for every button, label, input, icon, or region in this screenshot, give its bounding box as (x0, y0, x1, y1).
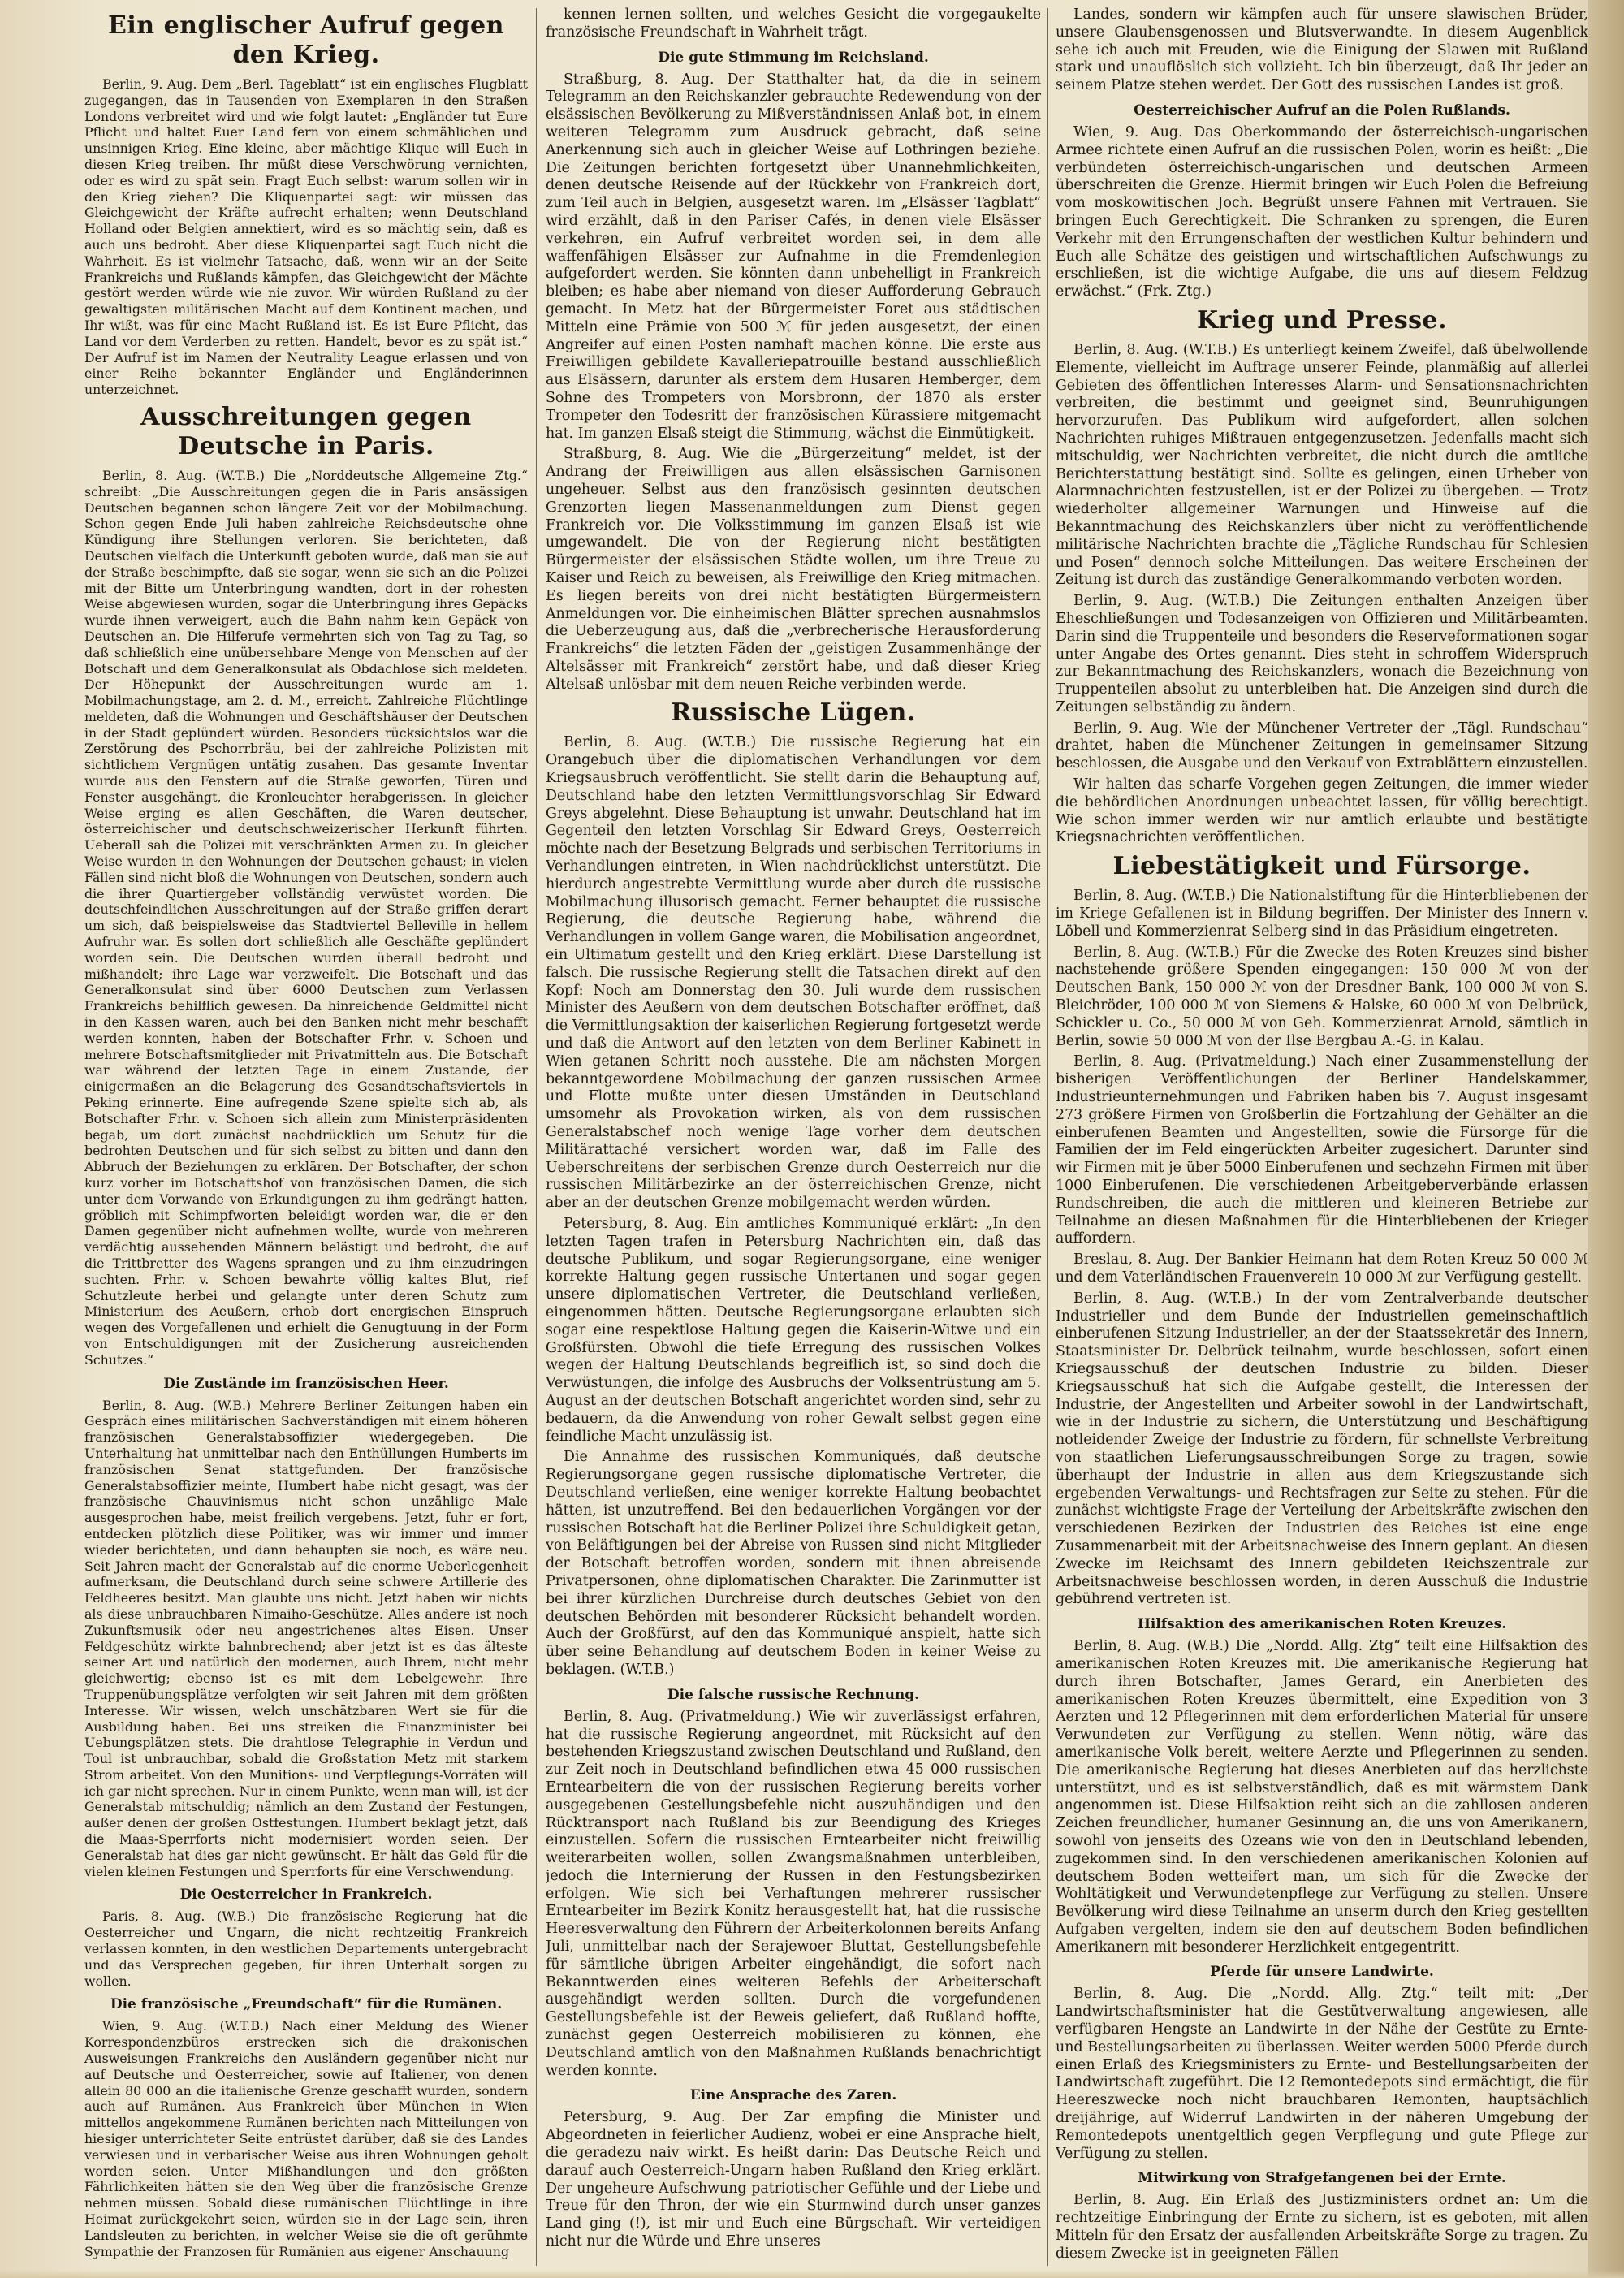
article-headline: Ausschreitungen gegen Deutsche in Paris. (140, 402, 472, 460)
article-headline: Ein englischer Aufruf gegen den Krieg. (108, 11, 504, 69)
article-headline: Liebestätigkeit und Fürsorge. (1112, 852, 1531, 881)
article-headline: Krieg und Presse. (1196, 305, 1448, 335)
column-left (84, 6, 528, 2272)
article-subheading: Die falsche russische Rechnung. (667, 1686, 920, 1703)
article-paragraph: Berlin, 8. Aug. (W.T.B.) Die „Norddeutsche Allgemeine Ztg.“ schreibt: „Die Ausschreitungen gegen die in Paris ansässigen Deutschen begannen schon längere Zeit vor der Mobilmachung. Schon gegen Ende Juli haben zahlreiche Reichsdeutsche ohne Kündigung ihre Stellungen verloren. Sie berichteten, daß Deutschen vielfach die Unterkunft geboten wurde, daß man sie auf der Straße beschimpfte, daß sie sogar, wenn sie sich an die Polizei mit der Bitte um Unterbringung wandten, dort in der rohesten Weise abgewiesen wurden, sogar die Unterbringung ihres Gepäcks wurde ihnen verweigert, auch die Bahn nahm kein Gepäck von Deutschen an. Die Hilferufe vermehrten sich von Tag zu Tag, so daß schließlich eine unübersehbare Menge von Menschen auf der Botschaft und dem Generalkonsulat als Obdachlose sich meldeten. Der Höhepunkt der Ausschreitungen wurde am 1. Mobilmachungstage, am 2. d. M., erreicht. Zahlreiche Flüchtlinge meldeten, daß die Wohnungen und Geschäftshäuser der Deutschen in der Stadt geplündert würden. Besonders rücksichtslos war die Zerstörung des Pschorrbräu, bei der zahlreiche Polizisten mit sichtlichem Vergnügen untätig zusahen. Das gesamte Inventar wurde aus den Fenstern auf die Straße geworfen, Türen und Fenster ausgehängt, die Kronleuchter herabgerissen. In gleicher Weise erging es allen Geschäften, die Waren deutscher, österreichischer und deutschschweizerischer Herkunft führten. Ueberall sah die Polizei mit verschränkten Armen zu. In gleicher Weise wurden in den Wohnungen der Deutschen gehaust; in vielen Fällen sind nicht bloß die Wohnungen von Deutschen, sondern auch die ihrer Quartiergeber vollständig verwüstet worden. Die deutschfeindlichen Ausschreitungen auf der Straße griffen derart um sich, daß beispielsweise das Stadtviertel Belleville in hellem Aufruhr war. Es sollen dort schließlich alle Geschäfte geplündert worden sein. Die Deutschen wurden überall bedroht und mißhandelt; ihre Lage war verzweifelt. Die Botschaft und das Generalkonsulat sind über 6000 Deutschen zum Verlassen Frankreichs behilflich gewesen. Da hinreichende Geldmittel nicht in den Kassen waren, auch bei den Banken nicht mehr beschafft werden konnten, haben der Botschafter Frhr. v. Schoen und mehrere Botschaftsmitglieder mit Privatmitteln aus. Die Botschaft war während der letzten Tage in einem Zustande, der einigermaßen an die Belagerung des Gesandtschaftsviertels in Peking erinnerte. Eine aufregende Szene spielte sich ab, als Botschafter Frhr. v. Schoen sich allein zum Ministerpräsidenten begab, um dort zunächst nachdrücklich um Schutz für die bedrohten Deutschen und für sich selbst zu bitten und dann den Abbruch der Beziehungen zu erklären. Der Botschafter, der schon kurz vorher im Botschaftshof von französischen Damen, die sich unter dem Vorwande von Erkundigungen zu ihm gedrängt hatten, gröblich mit Schimpfworten beleidigt worden war, die er den Damen gegenüber nicht aufnehmen wollte, wurde von mehreren verdächtig aussehenden Männern belästigt und bedroht, die auf die Trittbretter des Wagens sprangen und zu ihm einzudringen suchten. Frhr. v. Schoen bewahrte völlig kaltes Blut, rief Schutzleute herbei und gelangte unter deren Schutz zum Ministerium des Aeußern, erhob dort energischen Einspruch wegen des Vorgefallenen und erhielt die Genugtuung in der Form von Entschuldigungen mit der Zusicherung ausreichenden Schutzes.“ (84, 467, 528, 1368)
article-paragraph: Berlin, 9. Aug. Wie der Münchener Vertreter der „Tägl. Rundschau“ drahtet, haben die Münchener Zeitungen in gemeinsamer Sitzung beschlossen, die Ausgabe und den Verkauf von Extrablättern einzustellen. (1056, 720, 1588, 772)
article-subheading: Eine Ansprache des Zaren. (689, 2087, 897, 2104)
article-headline: Russische Lügen. (671, 698, 916, 728)
article-subheading: Hilfsaktion des amerikanischen Roten Kreuzes. (1137, 1616, 1507, 1633)
article-paragraph: Wir halten das scharfe Vorgehen gegen Zeitungen, die immer wieder die behördlichen Anordnungen unbeachtet lassen, für völlig berechtigt. Wie schon immer werden wir nur amtlich erlaubte und bestätigte Kriegsnachrichten veröffentlichen. (1056, 776, 1588, 846)
article-paragraph: kennen lernen sollten, und welches Gesicht die vorgegaukelte französische Freundschaft in Wahrheit trägt. (546, 6, 1041, 41)
article-paragraph: Berlin, 8. Aug. Ein Erlaß des Justizministers ordnet an: Um die rechtzeitige Einbringung der Ernte zu sichern, ist es geboten, mit allen Mitteln für den Ersatz der ausfallenden Arbeitskräfte Sorge zu tragen. Zu diesem Zwecke ist in geeigneten Fällen (1056, 2192, 1588, 2262)
page-bottom-edge (0, 2270, 1624, 2278)
article-subheading: Die gute Stimmung im Reichsland. (658, 49, 929, 66)
article-paragraph: Petersburg, 8. Aug. Ein amtliches Kommuniqué erklärt: „In den letzten Tagen trafen in Petersburg Nachrichten ein, daß das deutsche Publikum, und sogar Regierungsorgane, eine weniger korrekte Haltung gegen russische Untertanen und sogar gegen unsere diplomatischen Vertreter, die Deutschland verließen, eingenommen hätten. Deutsche Regierungsorgane erlaubten sich sogar eine respektlose Haltung gegen die Kaiserin-Witwe und ein Großfürsten. Obwohl die tiefe Erregung des russischen Volkes wegen der Haltung Deutschlands begreiflich ist, so sind doch die Verwüstungen, die infolge des Ausbruchs der Volksentrüstung am 5. August an der deutschen Botschaft angerichtet worden sind, sehr zu bedauern, da die Anwendung von roher Gewalt selbst gegen eine feindliche Macht unzulässig ist. (546, 1216, 1041, 1445)
article-paragraph: Berlin, 9. Aug. (W.T.B.) Die Zeitungen enthalten Anzeigen über Eheschließungen und Todesanzeigen von Offizieren und Militärbeamten. Darin sind die Truppenteile und besonders die Reserveformationen sogar unter Angabe des Ortes genannt. Dies steht in schroffem Widerspruch zur Bekanntmachung des Reichskanzlers, wonach die Bezeichnung von Truppenteilen absolut zu unterbleiben hat. Die Anzeigen sind durch die Zeitungen selbständig zu ändern. (1056, 593, 1588, 715)
article-paragraph: Landes, sondern wir kämpfen auch für unsere slawischen Brüder, unsere Glaubensgenossen und Blutsverwandte. In diesem Augenblick sehe ich auch mit Freuden, wie die Einigung der Slawen mit Rußland stark und unauflöslich sich vollzieht. Ich bin überzeugt, daß Ihr jeder an seinem Platze stehen werdet. Der Gott des russischen Landes ist groß. (1056, 6, 1588, 94)
article-subheading: Die französische „Freundschaft“ für die Rumänen. (110, 1996, 503, 2013)
article-paragraph: Wien, 9. Aug. Das Oberkommando der österreichisch-ungarischen Armee richtete einen Aufruf an die russischen Polen, worin es heißt: „Die verbündeten österreichisch-ungarischen und deutschen Armeen überschreiten die Grenze. Hiermit bringen wir Euch Polen die Befreiung vom moskowitischen Joch. Begrüßt unsere Fahnen mit Vertrauen. Sie bringen Euch Gerechtigkeit. Die Schranken zu sprengen, die Euren Verkehr mit den Errungenschaften der westlichen Kultur behindern und Euch alle Schätze des geistigen und wirtschaftlichen Aufschwungs zu erschließen, ist die wichtige Aufgabe, die uns auf diesem Feldzug erwächst.“ (Frk. Ztg.) (1056, 123, 1588, 300)
column-rule (1047, 8, 1048, 2266)
article-subheading: Die Oesterreicher in Frankreich. (179, 1887, 433, 1904)
article-paragraph: Die Annahme des russischen Kommuniqués, daß deutsche Regierungsorgane gegen russische diplomatische Vertreter, die Deutschland verließen, eine weniger korrekte Haltung beobachtet hätten, ist unzutreffend. Bei den bedauerlichen Vorgängen vor der russischen Botschaft hat die Berliner Polizei ihre Schuldigkeit getan, von Beläftigungen bei der Abreise von Russen sind nicht Mitglieder der Botschaft betroffen worden, sondern mit ihnen abreisende Privatpersonen, ohne diplomatischen Charakter. Die Zarinmutter ist bei ihrer kürzlichen Durchreise durch deutsches Gebiet von den deutschen Behörden mit besonderer Rücksicht behandelt worden. Auch der Großfürst, auf den das Kommuniqué anspielt, hatte sich über seine Behandlung auf deutschem Boden in keiner Weise zu beklagen. (W.T.B.) (546, 1449, 1041, 1678)
article-paragraph: Wien, 9. Aug. (W.T.B.) Nach einer Meldung des Wiener Korrespondenzbüros erstrecken sich die drakonischen Ausweisungen Frankreichs den Ausländern gegenüber nicht nur auf Deutsche und Oesterreicher, sowie auf Italiener, von denen allein 80 000 an die italienische Grenze geschafft wurden, sondern auch auf Rumänen. Aus Frankreich über München in Wien mittellos angekommene Rumänen berichten nach Mitteilungen von hiesiger unterrichteter Seite entrüstet darüber, daß sie des Landes verwiesen und in verbarischer Weise aus ihren Wohnungen geholt worden seien. Unter Mißhandlungen und den größten Fährlichkeiten hätten sie den Weg über die französische Grenze nehmen müssen. Sobald diese rumänischen Flüchtlinge in ihre Heimat zurückgekehrt seien, würden sie in der Lage sein, ihren Landsleuten zu berichten, in welcher Weise sie die oft gerühmte Sympathie der Franzosen für Rumänien aus eigener Anschauung (84, 2018, 528, 2259)
article-subheading: Oesterreichischer Aufruf an die Polen Rußlands. (1134, 102, 1510, 119)
article-paragraph: Berlin, 8. Aug. Die „Nordd. Allg. Ztg.“ teilt mit: „Der Landwirtschaftsminister hat die Gestütverwaltung angewiesen, alle verfügbaren Hengste an Landwirte in der Nähe der Gestüte zu Ernte- und Bestellungsarbeiten zu überlassen. Weiter werden 5000 Pferde durch einen Erlaß des Kriegsministers zu Ernte- und Bestellungsarbeiten der Landwirtschaft zugeführt. Die 12 Remontedepots sind ermächtigt, die für Heereszwecke noch nicht brauchbaren Remonten, hauptsächlich dreijährige, auf Widerruf Landwirten in der näheren Umgebung der Remontedepots unentgeltlich gegen Verpflegung und gute Pflege zur Verfügung zu stellen. (1056, 1986, 1588, 2162)
article-paragraph: Berlin, 8. Aug. (W.T.B.) Die Nationalstiftung für die Hinterbliebenen der im Kriege Gefallenen ist in Bildung begriffen. Der Minister des Innern v. Löbell und Kommerzienrat Selberg sind in das Präsidium eingetreten. (1056, 888, 1588, 940)
article-paragraph: Berlin, 8. Aug. (W.B.) Die „Nordd. Allg. Ztg“ teilt eine Hilfsaktion des amerikanischen Roten Kreuzes mit. Die amerikanische Regierung hat durch ihren Botschafter, James Gerard, ein Anerbieten des amerikanischen Roten Kreuzes übermittelt, eine Expedition von 3 Aerzten und 12 Pflegerinnen mit dem erforderlichen Material für unsere Verwundeten zur Verfügung zu stellen. Wenn nötig, wäre das amerikanische Volk bereit, weitere Aerzte und Pflegerinnen zu senden. Die amerikanische Regierung hat dieses Anerbieten auf das herzlichste unterstützt, und es ist selbstverständlich, daß es mit wärmstem Dank angenommen ist. Diese Hilfsaktion reiht sich an die zahllosen anderen Zeichen freundlicher, humaner Gesinnung an, die uns von Amerikanern, sowohl von jenseits des Ozeans wie von den in Deutschland lebenden, zugekommen sind. In den verschiedenen amerikanischen Kolonien auf deutschem Boden wetteifert man, um sich für die Zwecke der Wohltätigkeit und Verwundetenpflege zur Verfügung zu stellen. Unsere Bevölkerung wird diese Teilnahme an unserm durch den Krieg gestellten Aufgaben vergelten, indem sie den auf deutschem Boden befindlichen Amerikanern mit besonderer Herzlichkeit entgegentritt. (1056, 1638, 1588, 1956)
article-paragraph: Berlin, 8. Aug. (Privatmeldung.) Nach einer Zusammenstellung der bisherigen Veröffentlichungen der Berliner Handelskammer, Industrieunternehmungen und Fabriken haben bis 7. August insgesamt 273 größere Firmen von Großberlin die Fortzahlung der Gehälter an die einberufenen Beamten und Angestellten, sowie die Fürsorge für die Familien der im Feld eingerückten Arbeiter zugesichert. Darunter sind wir Firmen mit je über 5000 Einberufenen und sechzehn Firmen mit über 1000 Einberufenen. Die verschiedenen Arbeitgeberverbände erlassen Rundschreiben, die auch die mittleren und kleineren Betriebe zur Teilnahme an diesen Maßnahmen für die Hinterbliebenen der Krieger auffordern. (1056, 1053, 1588, 1247)
article-subheading: Die Zustände im französischen Heer. (163, 1375, 449, 1392)
page-edge (1588, 0, 1624, 2278)
article-paragraph: Berlin, 8. Aug. (W.T.B.) Es unterliegt keinem Zweifel, daß übelwollende Elemente, vielleicht im Auftrage unserer Feinde, planmäßig auf allerlei Gebieten des öffentlichen Interesses Alarm- und Sensationsnachrichten verbreiten, die bestimmt und geeignet sind, Beunruhigungen hervorzurufen. Das Publikum wird aufgefordert, allen solchen Nachrichten ruhiges Mißtrauen entgegenzusetzen. Jedenfalls macht sich mitschuldig, wer Nachrichten verbreitet, die nicht durch die amtliche Berichterstattung bestätigt sind. Sollte es gelingen, einen Urheber von Alarmnachrichten festzustellen, ist er der Polizei zu übergeben. — Trotz wiederholter allgemeiner Warnungen und Hinweise auf die Bekanntmachung des Reichskanzlers über nicht zu veröffentlichende militärische Nachrichten brachte die „Tägliche Rundschau für Schlesien und Posen“ dennoch solche Mitteilungen. Das weitere Erscheinen der Zeitung ist durch das zuständige Generalkommando verboten worden. (1056, 341, 1588, 589)
column-rule (536, 8, 537, 2266)
article-paragraph: Breslau, 8. Aug. Der Bankier Heimann hat dem Roten Kreuz 50 000 ℳ und dem Vaterländischen Frauenverein 10 000 ℳ zur Verfügung gestellt. (1056, 1251, 1588, 1286)
article-subheading: Pferde für unsere Landwirte. (1210, 1964, 1434, 1981)
article-paragraph: Berlin, 8. Aug. (W.T.B.) Die russische Regierung hat ein Orangebuch über die diplomatischen Verhandlungen vor dem Kriegsausbruch veröffentlicht. Sie stellt darin die Behauptung auf, Deutschland habe den letzten Vermittlungsvorschlag Sir Edward Greys abgelehnt. Diese Behauptung ist unwahr. Deutschland hat im Gegenteil den letzten Vorschlag Sir Edward Greys, Oesterreich möchte nach der Besetzung Belgrads und serbischen Territoriums in Verhandlungen eintreten, in Wien nachdrücklichst unterstützt. Die hierdurch angestrebte Vermittlung wurde aber durch die russische Mobilmachung illusorisch gemacht. Ferner behauptet die russische Regierung, die deutsche Regierung habe, während die Verhandlungen in vollem Gange waren, die Mobilisation angeordnet, ein Ultimatum gestellt und den Krieg erklärt. Diese Darstellung ist falsch. Die russische Regierung stellt die Tatsachen direkt auf den Kopf: Noch am Donnerstag den 30. Juli wurde dem russischen Minister des Aeußern von dem deutschen Botschafter eröffnet, daß die Vermittlungsaktion der kaiserlichen Regierung fortgesetzt werde und daß die Antwort auf den letzten von dem Berliner Kabinett in Wien getanen Schritt noch ausstehe. Die am nächsten Morgen bekanntgewordene Mobilmachung der ganzen russischen Armee und Flotte mußte unter diesen Umständen in Deutschland umsomehr als Provokation wirken, als von dem russischen Generalstabschef noch wenige Tage vorher dem deutschen Militärattaché versichert worden war, daß im Falle des Ueberschreitens der serbischen Grenze durch Oesterreich nur die russischen Militärbezirke an der österreichischen Grenze, nicht aber an der deutschen Grenze mobilgemacht werden würden. (546, 734, 1041, 1212)
article-paragraph: Petersburg, 9. Aug. Der Zar empfing die Minister und Abgeordneten in feierlicher Audienz, wobei er eine Ansprache hielt, die geradezu naiv wirkt. Es heißt darin: Das Deutsche Reich und darauf auch Oesterreich-Ungarn haben Rußland den Krieg erklärt. Der ungeheure Aufschwung patriotischer Gefühle und der Liebe und Treue für den Thron, der wie ein Sturmwind durch unser ganzes Land ging (!), ist mir und Euch eine Bürgschaft. Wir verteidigen nicht nur die Würde und Ehre unseres (546, 2109, 1041, 2250)
article-paragraph: Berlin, 8. Aug. (Privatmeldung.) Wie wir zuverlässigst erfahren, hat die russische Regierung angeordnet, mit Rücksicht auf den bestehenden Kriegszustand zwischen Deutschland und Rußland, den zur Zeit noch in Deutschland befindlichen etwa 45 000 russischen Erntearbeitern die von der russischen Regierung bereits vorher ausgegebenen Gestellungsbefehle nicht auszuhändigen und den Rücktransport nach Rußland bis zur Beendigung des Krieges einzustellen. Sofern die russischen Erntearbeiter nicht freiwillig weiterarbeiten wollen, sollen Zwangsmaßnahmen unterbleiben, jedoch die Internierung der Russen in den Festungsbezirken erfolgen. Wie sich bei Verhaftungen mehrerer russischer Erntearbeiter im Bezirk Konitz herausgestellt hat, hat die russische Heeresverwaltung den Führern der Arbeiterkolonnen bereits Anfang Juli, unmittelbar nach der Serajewoer Bluttat, Gestellungsbefehle für sämtliche übrigen Arbeiter eingehändigt, die sofort nach Bekanntwerden eines weiteren Befehls der Arbeiterschaft ausgehändigt werden sollten. Durch die vorgefundenen Gestellungsbefehle ist der Beweis geliefert, daß Rußland hoffte, zunächst gegen Oesterreich mobilisieren zu können, ehe Deutschland amtlich von den Maßnahmen Rußlands benachrichtigt werden konnte. (546, 1708, 1041, 2079)
article-paragraph: Straßburg, 8. Aug. Wie die „Bürgerzeitung“ meldet, ist der Andrang der Freiwilligen aus allen elsässischen Garnisonen ungeheuer. Selbst aus den französisch gesinnten deutschen Grenzorten liegen Massenanmeldungen zum Dienst gegen Frankreich vor. Die Volksstimmung im ganzen Elsaß ist wie umgewandelt. Die von der Regierung nicht bestätigten Bürgermeister der elsässischen Städte wollen, um ihre Treue zu Kaiser und Reich zu beweisen, als Freiwillige den Krieg mitmachen. Es liegen bereits von drei nicht bestätigten Bürgermeistern Anmeldungen vor. Die einheimischen Blätter sprechen ausnahmslos die Ueberzeugung aus, daß die „verbrecherische Herausforderung Frankreichs“ die letzten Fäden der „geistigen Zusammenhänge der Altelsässer mit Frankreich“ zerstört habe, und daß dieser Krieg Altelsaß unlösbar mit dem neuen Reiche verbinden werde. (546, 446, 1041, 693)
article-paragraph: Berlin, 8. Aug. (W.T.B.) Für die Zwecke des Roten Kreuzes sind bisher nachstehende größere Spenden eingegangen: 150 000 ℳ von der Deutschen Bank, 150 000 ℳ von der Dresdner Bank, 100 000 ℳ von S. Bleichröder, 100 000 ℳ von Siemens & Halske, 60 000 ℳ von Delbrück, Schickler u. Co., 50 000 ℳ von Geh. Kommerzienrat Arnold, sämtlich in Berlin, sowie 50 000 ℳ von der Ilse Bergbau A.-G. in Kalau. (1056, 944, 1588, 1049)
article-paragraph: Straßburg, 8. Aug. Der Statthalter hat, da die in seinem Telegramm an den Reichskanzler gebrauchte Redewendung von der elsässischen Bevölkerung zu Mißverständnissen Anlaß bot, in einem weiteren Telegramm zum Ausdruck gebracht, daß seine Anerkennung sich auch in gleicher Weise auf Lothringen beziehe. Die Zeitungen berichten fortgesetzt über Unannehmlichkeiten, denen deutsche Reisende auf der Rückkehr von Frankreich dort, zum Teil auch in Belgien, ausgesetzt waren. Im „Elsässer Tagblatt“ wird erzählt, daß in den Pariser Cafés, in denen viele Elsässer verkehren, ein Aufruf verbreitet worden sei, in dem alle waffenfähigen Elsässer zur Aufnahme in die Fremdenlegion aufgefordert werden. Sie könnten dann unbehelligt in Frankreich bleiben; es habe aber niemand von dieser Aufforderung Gebrauch gemacht. In Metz hat der Bürgermeister Foret aus städtischen Mitteln eine Prämie von 500 ℳ für jeden ausgesetzt, der einen Angreifer auf einen Posten namhaft machen könne. Die erste aus Freiwilligen gebildete Kavalleriepatrouille bestand ausschließlich aus Elsässern, darunter als erstem dem Husaren Hemberger, dem Sohne des Trompeters von Morsbronn, der 1870 als erster Trompeter den Todesritt der französischen Kürassiere mitgemacht hat. Im ganzen Elsaß steigt die Stimmung, wächst die Einmütigkeit. (546, 71, 1041, 442)
article-paragraph: Paris, 8. Aug. (W.B.) Die französische Regierung hat die Oesterreicher und Ungarn, die nicht rechtzeitig Frankreich verlassen konnten, in den westlichen Departements untergebracht und das Versprechen gegeben, für ihren Unterhalt sorgen zu wollen. (84, 1908, 528, 1989)
article-subheading: Mitwirkung von Strafgefangenen bei der Ernte. (1138, 2170, 1506, 2187)
column-right (1056, 6, 1588, 2272)
article-paragraph: Berlin, 8. Aug. (W.B.) Mehrere Berliner Zeitungen haben ein Gespräch eines militärischen Sachverständigen mit einem höheren französischen Generalstabsoffizier wiedergegeben. Die Unterhaltung hat unmittelbar nach den Enthüllungen Humberts im französischen Senat stattgefunden. Der französische Generalstabsoffizier meinte, Humbert habe nicht gesagt, was der französische Chauvinismus nicht schon unzählige Male ausgesprochen habe, meist freilich vergebens. Jetzt, fuhr er fort, entdecken plötzlich diese Politiker, was wir immer und immer wieder berichteten, und dann behaupten sie noch, es wäre neu. Seit Jahren macht der Generalstab auf die enorme Ueberlegenheit aufmerksam, die Deutschland durch seine schwere Artillerie des Feldheeres besitzt. Man glaubte uns nicht. Jetzt haben wir nichts als diese unbrauchbaren Nimaiho-Geschütze. Alles andere ist noch Zukunftsmusik oder neu angestrichenes altes Eisen. Unser Feldgeschütz wirkte bahnbrechend; aber jetzt ist es das älteste seiner Art und natürlich den modernen, auch Ihrem, nicht mehr gleichwertig; ebenso ist es mit dem Lebelgewehr. Ihre Truppenübungsplätze verfolgten wir seit Jahren mit dem größten Interesse. Wir wissen, welch unschätzbaren Wert sie für die Ausbildung haben. Bei uns streiken die Finanzminister bei Uebungsplätzen stets. Die drahtlose Telegraphie in Verdun und Toul ist unbrauchbar, sobald die Großstation Metz mit starkem Strom arbeitet. Von den Munitions- und Verpflegungs-Vorräten will ich gar nicht sprechen. Nur in einem Punkte, wenn man will, ist der Generalstab mitschuldig; nämlich an dem Zustand der Festungen, außer denen der großen Ostfestungen. Humbert beklagt jetzt, daß die Maas-Sperrforts nicht modernisiert worden seien. Der Generalstab hat dies gar nicht gewünscht. Er hält das Geld für die vielen kleinen Festungen und Sperrforts für eine Verschwendung. (84, 1397, 528, 1879)
article-paragraph: Berlin, 8. Aug. (W.T.B.) In der vom Zentralverbande deutscher Industrieller und dem Bunde der Industriellen gemeinschaftlich einberufenen Sitzung Industrieller, an der der Staatssekretär des Innern, Staatsminister Dr. Delbrück teilnahm, wurde beschlossen, sofort einen Kriegsausschuß der deutschen Industrie zu bilden. Dieser Kriegsausschuß hat sich die Aufgabe gestellt, die Interessen der Industrie, der Angestellten und Arbeiter sowohl in der Landwirtschaft, wie in der Industrie zu sichern, die Unterstützung und Beschäftigung notleidender Zweige der Industrie zu fördern, für schnellste Verbreitung von staatlichen Lieferungsausschreibungen Sorge zu tragen, sowie überhaupt der Industrie in allen aus dem Kriegszustande sich ergebenden Verwaltungs- und Rechtsfragen zur Seite zu stehen. Für die zunächst wichtigste Frage der Verteilung der Arbeitskräfte zwischen den verschiedenen Bezirken der Industrien des Reiches ist eine enge Zusammenarbeit mit der Arbeitsnachweise des Innern geplant. An diesen Zwecke im Reichsamt des Innern gebildeten Reichszentrale zur Arbeitsnachweise beschlossen worden, in deren Ausschuß die Industrie gebührend vertreten ist. (1056, 1290, 1588, 1608)
article-paragraph: Berlin, 9. Aug. Dem „Berl. Tageblatt“ ist ein englisches Flugblatt zugegangen, das in Tausenden von Exemplaren in den Straßen Londons verbreitet wird und wie folgt lautet: „Engländer tut Eure Pflicht und haltet Euer Land fern von einem schmählichen und unsinnigen Krieg. Eine kleine, aber mächtige Klique will Euch in diesen Krieg treiben. Ihr müßt diese Verschwörung vernichten, oder es wird zu spät sein. Fragt Euch selbst: warum sollen wir in den Krieg ziehen? Die Kliquenpartei sagt: wir müssen das Gleichgewicht der Kräfte aufrecht erhalten; wenn Deutschland Holland oder Belgien annektiert, wird es so mächtig sein, daß es auch uns bedroht. Aber diese Kliquenpartei sagt Euch nicht die Wahrheit. Es ist vielmehr Tatsache, daß, wenn wir an der Seite Frankreichs und Rußlands kämpfen, das Gleichgewicht der Mächte gestört werden würde wie nie zuvor. Wir würden Rußland zu der gewaltigsten militärischen Macht auf dem Kontinent machen, und Ihr wißt, was für eine Macht Rußland ist. Es ist Eure Pflicht, das Land vor dem Verderben zu retten. Handelt, bevor es zu spät ist.“ Der Aufruf ist im Namen der Neutrality League erlassen und von einer Reihe bekannter Engländer und Engländerinnen unterzeichnet. (84, 76, 528, 398)
column-middle (546, 6, 1041, 2272)
